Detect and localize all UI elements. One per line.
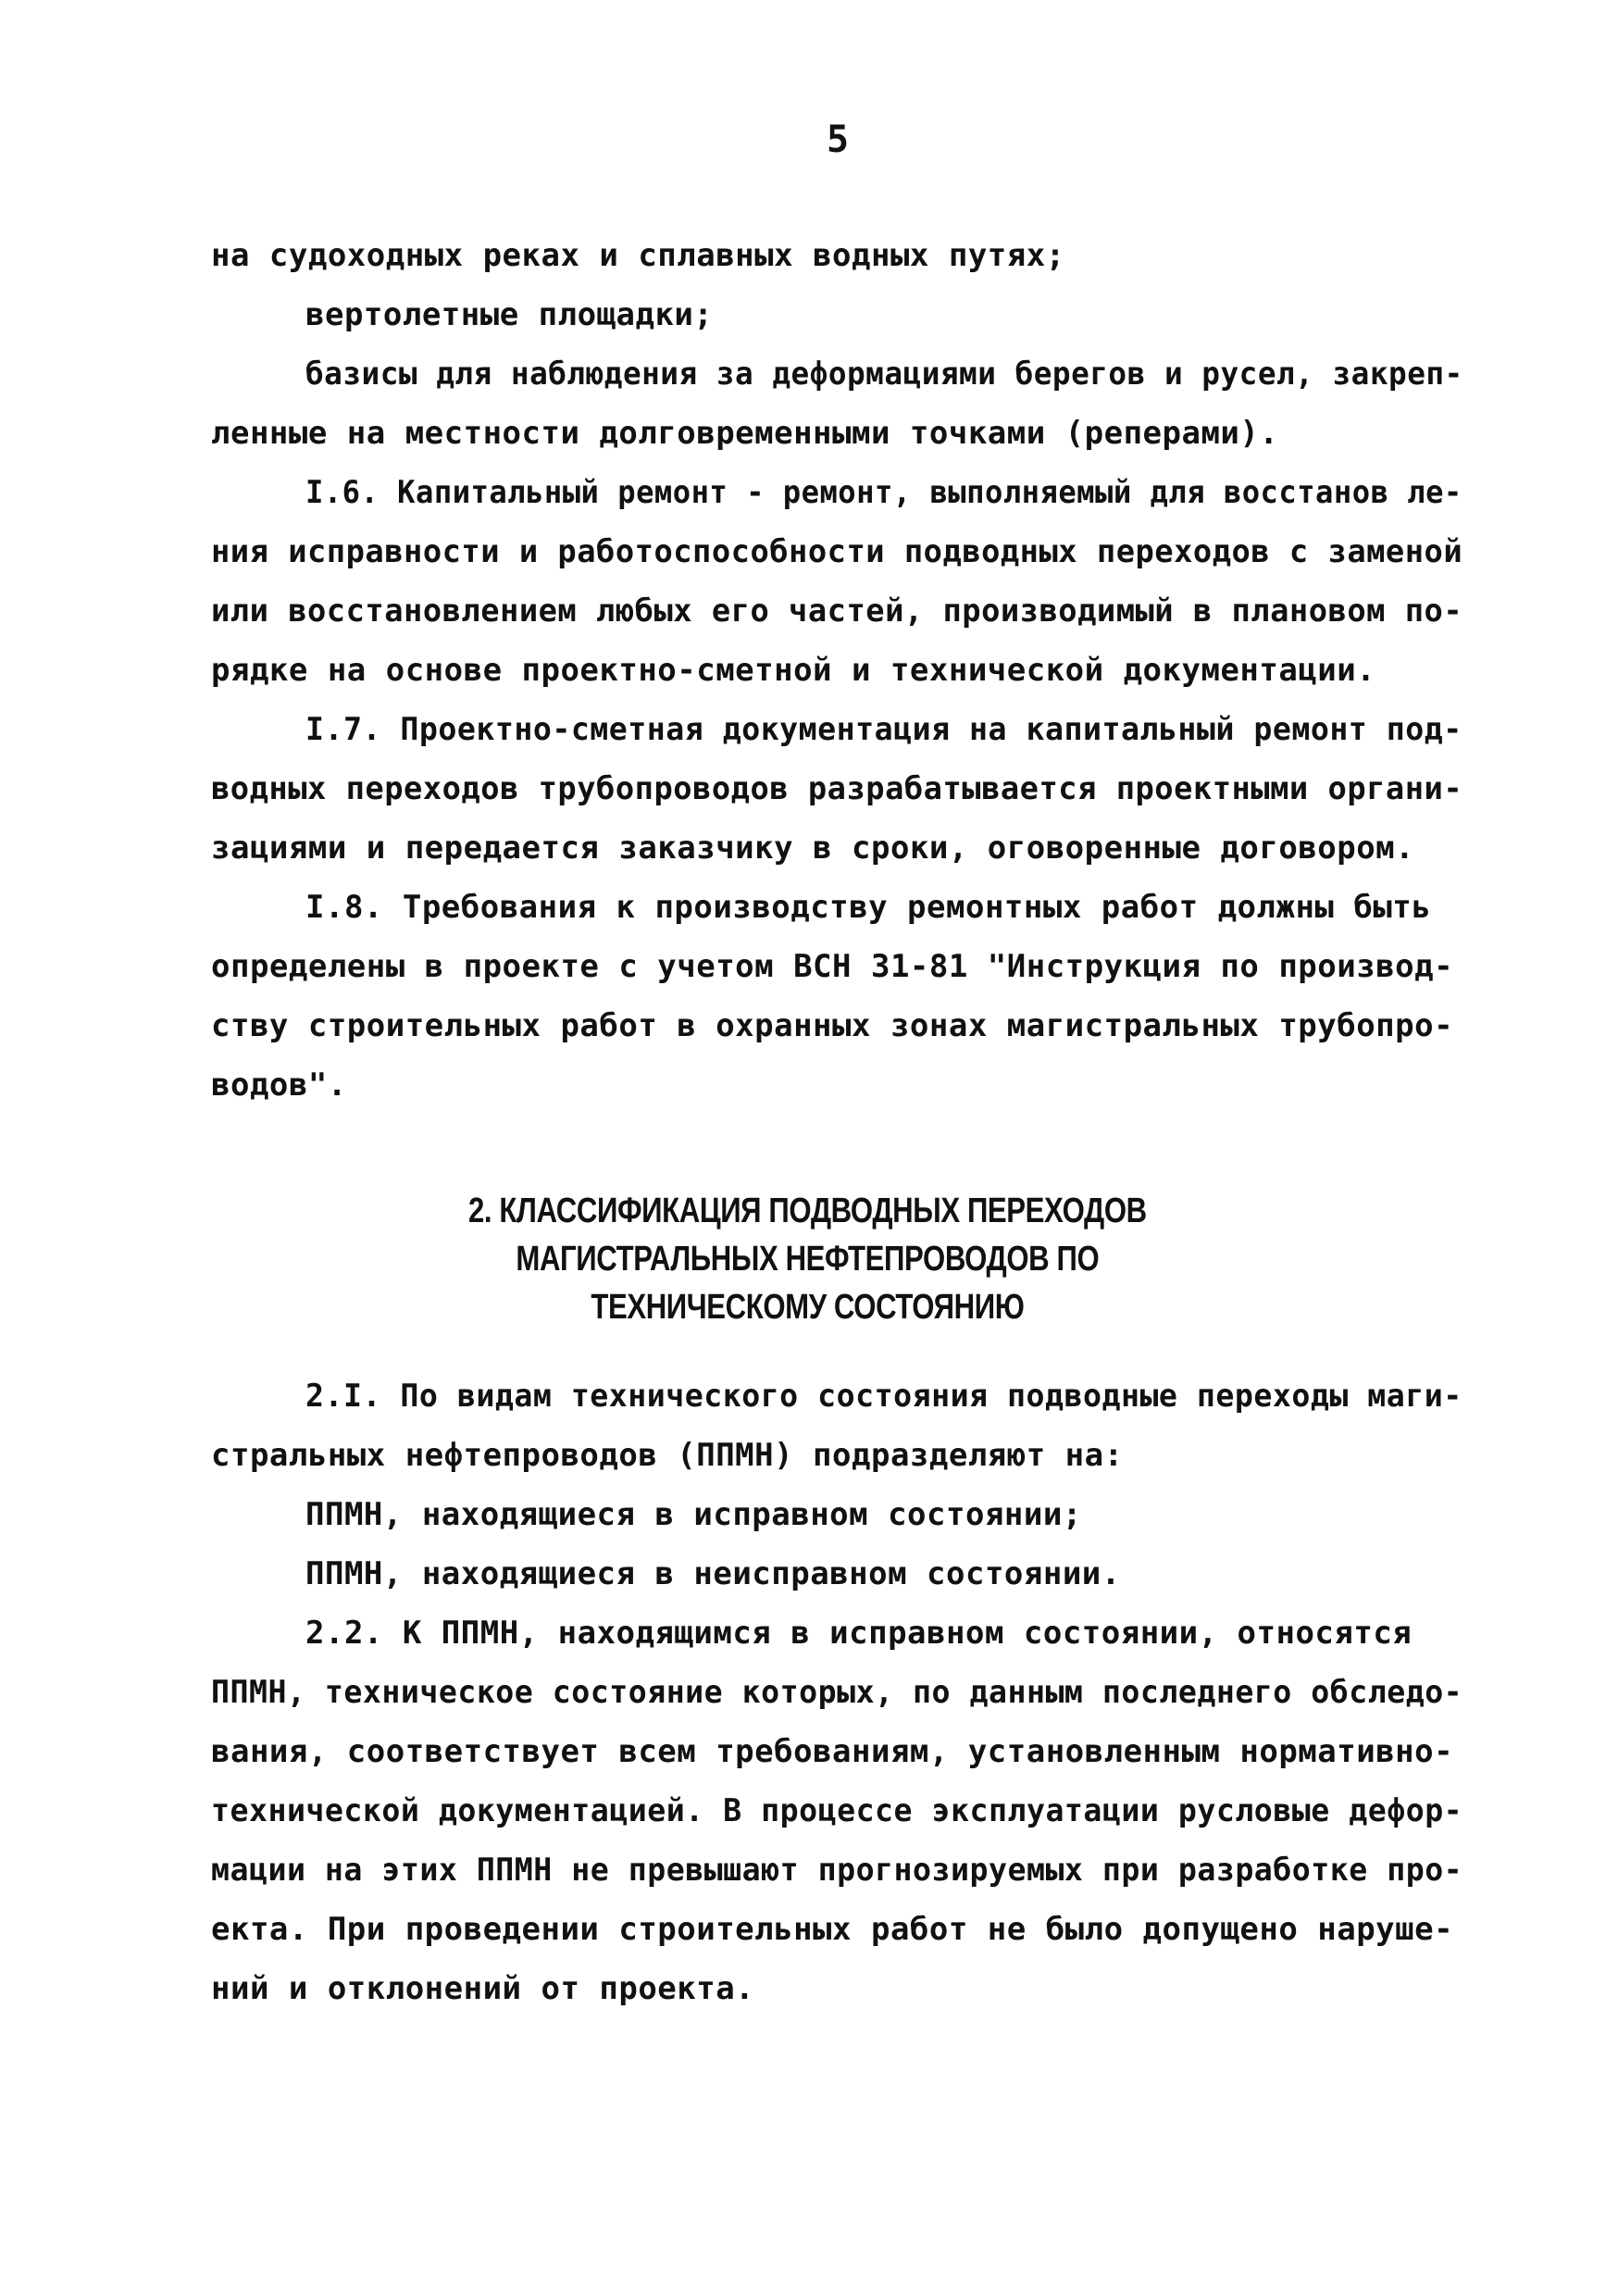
text-line: 2.I. По видам технического состояния подводные переходы маги- <box>305 1378 1462 1415</box>
page-number: 5 <box>826 119 850 161</box>
text-line: или восстановлением любых его частей, производимый в плановом по- <box>211 593 1463 630</box>
text-line: водов". <box>211 1067 347 1104</box>
section-heading-line: МАГИСТРАЛЬНЫХ НЕФТЕПРОВОДОВ ПО <box>516 1240 1100 1279</box>
text-line: водных переходов трубопроводов разрабатывается проектными органи- <box>211 770 1463 807</box>
text-line: ППМН, находящиеся в исправном состоянии; <box>305 1496 1082 1533</box>
text-line: I.7. Проектно-сметная документация на капитальный ремонт под- <box>305 711 1462 748</box>
text-line: вания, соответствует всем требованиям, установленным нормативно- <box>211 1733 1454 1770</box>
section-heading-line: 2. КЛАССИФИКАЦИЯ ПОДВОДНЫХ ПЕРЕХОДОВ <box>468 1192 1147 1230</box>
text-line: I.6. Капитальный ремонт - ремонт, выполняемый для восстанов ле- <box>305 474 1462 511</box>
text-line: определены в проекте с учетом ВСН 31-81 "Инструкция по производ- <box>211 948 1454 985</box>
text-line: вертолетные площадки; <box>305 296 714 333</box>
text-line: ППМН, находящиеся в неисправном состоянии. <box>305 1555 1121 1592</box>
text-line: базисы для наблюдения за деформациями берегов и русел, закреп- <box>305 356 1463 393</box>
text-line: ния исправности и работоспособности подводных переходов с заменой <box>211 533 1463 570</box>
text-line: мации на этих ППМН не превышают прогнозируемых при разработке про- <box>211 1852 1463 1889</box>
text-line: ний и отклонений от проекта. <box>211 1970 755 2007</box>
text-line: 2.2. К ППМН, находящимся в исправном состоянии, относятся <box>305 1615 1413 1652</box>
text-line: рядке на основе проектно-сметной и технической документации. <box>211 652 1376 689</box>
text-line: I.8. Требования к производству ремонтных работ должны быть <box>305 889 1432 926</box>
text-line: зациями и передается заказчику в сроки, оговоренные договором. <box>211 830 1415 867</box>
text-line: технической документацией. В процессе эксплуатации русловые дефор- <box>211 1792 1463 1829</box>
text-line: на судоходных реках и сплавных водных путях; <box>211 237 1065 274</box>
text-line: стральных нефтепроводов (ППМН) подразделяют на: <box>211 1437 1124 1474</box>
section-heading-line: ТЕХНИЧЕСКОМУ СОСТОЯНИЮ <box>591 1288 1025 1327</box>
text-line: екта. При проведении строительных работ не было допущено наруше- <box>211 1911 1454 1948</box>
text-line: ППМН, техническое состояние которых, по данным последнего обследо- <box>211 1674 1463 1711</box>
text-line: ленные на местности долговременными точками (реперами). <box>211 415 1279 452</box>
text-line: ству строительных работ в охранных зонах магистральных трубопро- <box>211 1007 1454 1044</box>
